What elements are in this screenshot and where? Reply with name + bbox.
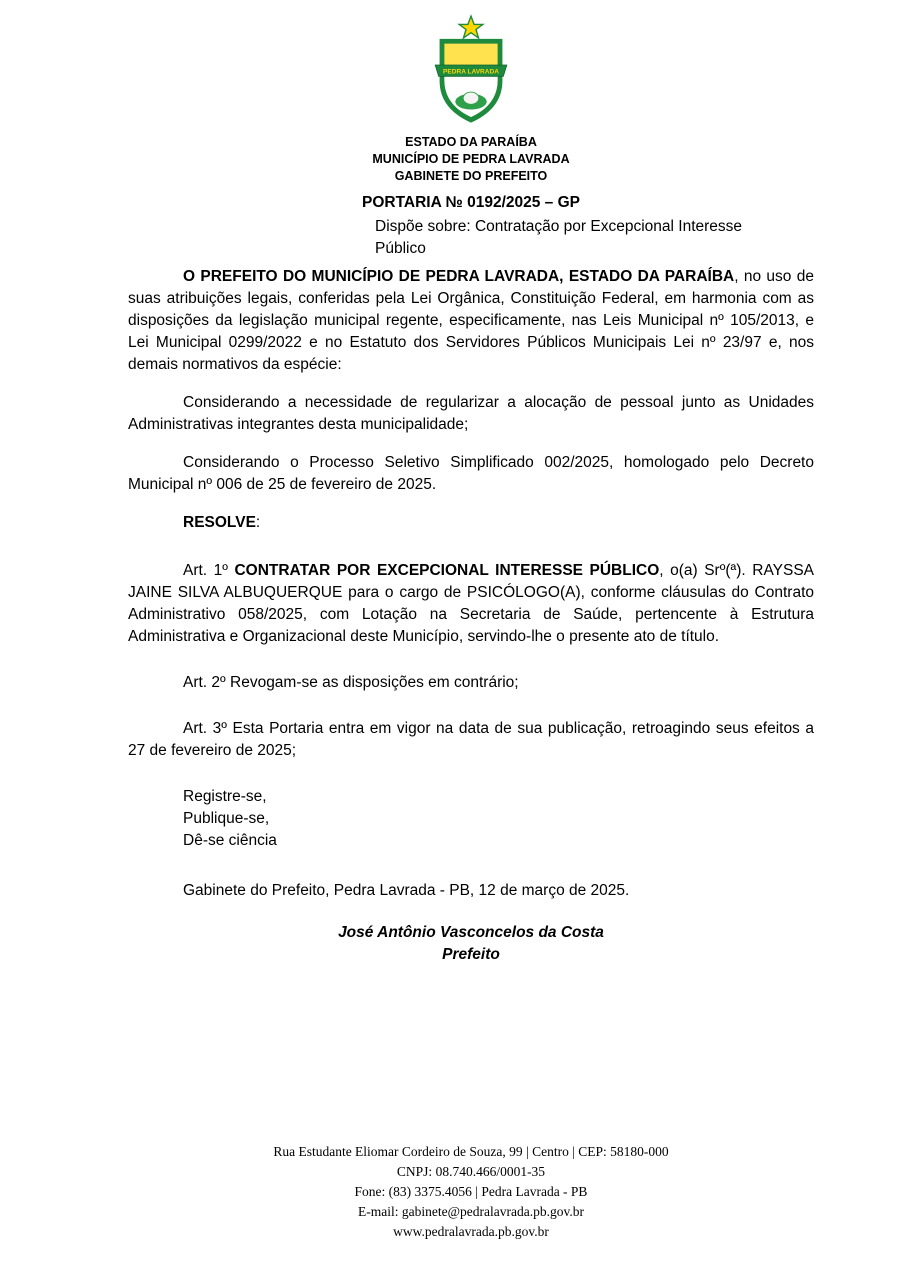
signature-block [128,922,814,966]
paragraph-preamble [128,266,814,376]
footer-email: E-mail: gabinete@pedralavrada.pb.gov.br [358,1204,584,1219]
preamble-rest: , no uso de suas atribuições legais, conferidas pela Lei Orgânica, Constituição Federal, em harmonia com as disposições da legislação municipal regente, especificamente, nas Leis Municipal nº 105/2013, e Lei Municipal 0299/2022 e no Estatuto dos Servidores Públicos Municipais Lei nº 23/97 e, nos demais normativos da espécie: [128,268,814,373]
art1-rest: , o(a) Srº(ª). RAYSSA JAINE SILVA ALBUQUERQUE para o cargo de PSICÓLOGO(A), conforme cláusulas do Contrato Administrativo 058/2025, com Lotação na Secretaria de Saúde, pertencente à Estrutura Administrativa e Organizacional deste Município, servindo-lhe o presente ato de título. [128,562,814,645]
paragraph-art1 [128,560,814,648]
footer-phone: Fone: (83) 3375.4056 | Pedra Lavrada - PB [354,1184,588,1199]
place-date-line: Gabinete do Prefeito, Pedra Lavrada - PB, 12 de março de 2025. [183,882,630,899]
art1-number: Art. 1º [183,562,235,579]
art1-bold: CONTRATAR POR EXCEPCIONAL INTERESSE PÚBLICO [234,562,660,579]
document-body [128,266,814,966]
crest-rock [463,92,479,104]
resolve-colon: : [255,514,261,531]
portaria-number: PORTARIA № 0192/2025 – GP [361,194,580,211]
header-state: ESTADO DA PARAÍBA [405,135,537,149]
footer-address: Rua Estudante Eliomar Cordeiro de Souza, 99 | Centro | CEP: 58180-000 [273,1144,669,1159]
header-municipality: MUNICÍPIO DE PEDRA LAVRADA [372,152,570,166]
paragraph-considerando-2: Considerando o Processo Seletivo Simplificado 002/2025, homologado pelo Decreto Municipal nº 006 de 25 de fevereiro de 2025. [128,454,814,493]
paragraph-considerando-1: Considerando a necessidade de regularizar a alocação de pessoal junto as Unidades Administrativas integrantes desta municipalidade; [128,394,814,433]
closing-block [128,786,814,852]
paragraph-art2: Art. 2º Revogam-se as disposições em contrário; [183,674,519,691]
resolve-bold: RESOLVE [183,514,256,531]
signature-title: Prefeito [442,946,500,963]
header-office: GABINETE DO PREFEITO [394,169,548,183]
closing-ciencia: Dê-se ciência [183,832,277,849]
crest-star-icon [459,16,483,38]
page-footer [128,1142,814,1246]
subject-clause: Dispõe sobre: Contratação por Excepcional Interesse Público [375,218,743,257]
preamble-bold: O PREFEITO DO MUNICÍPIO DE PEDRA LAVRADA, ESTADO DA PARAÍBA [183,268,735,285]
footer-website: www.pedralavrada.pb.gov.br [393,1224,549,1239]
paragraph-resolve [128,512,814,534]
closing-registre: Registre-se, [183,788,267,805]
crest-banner-text: PEDRA LAVRADA [443,68,499,76]
closing-publique: Publique-se, [183,810,270,827]
footer-cnpj: CNPJ: 08.740.466/0001-35 [396,1164,546,1179]
coat-of-arms [128,14,814,130]
coat-of-arms-graphic [423,14,519,130]
signature-name: José Antônio Vasconcelos da Costa [338,924,604,941]
paragraph-art3: Art. 3º Esta Portaria entra em vigor na data de sua publicação, retroagindo seus efeitos a 27 de fevereiro de 2025; [128,720,814,759]
